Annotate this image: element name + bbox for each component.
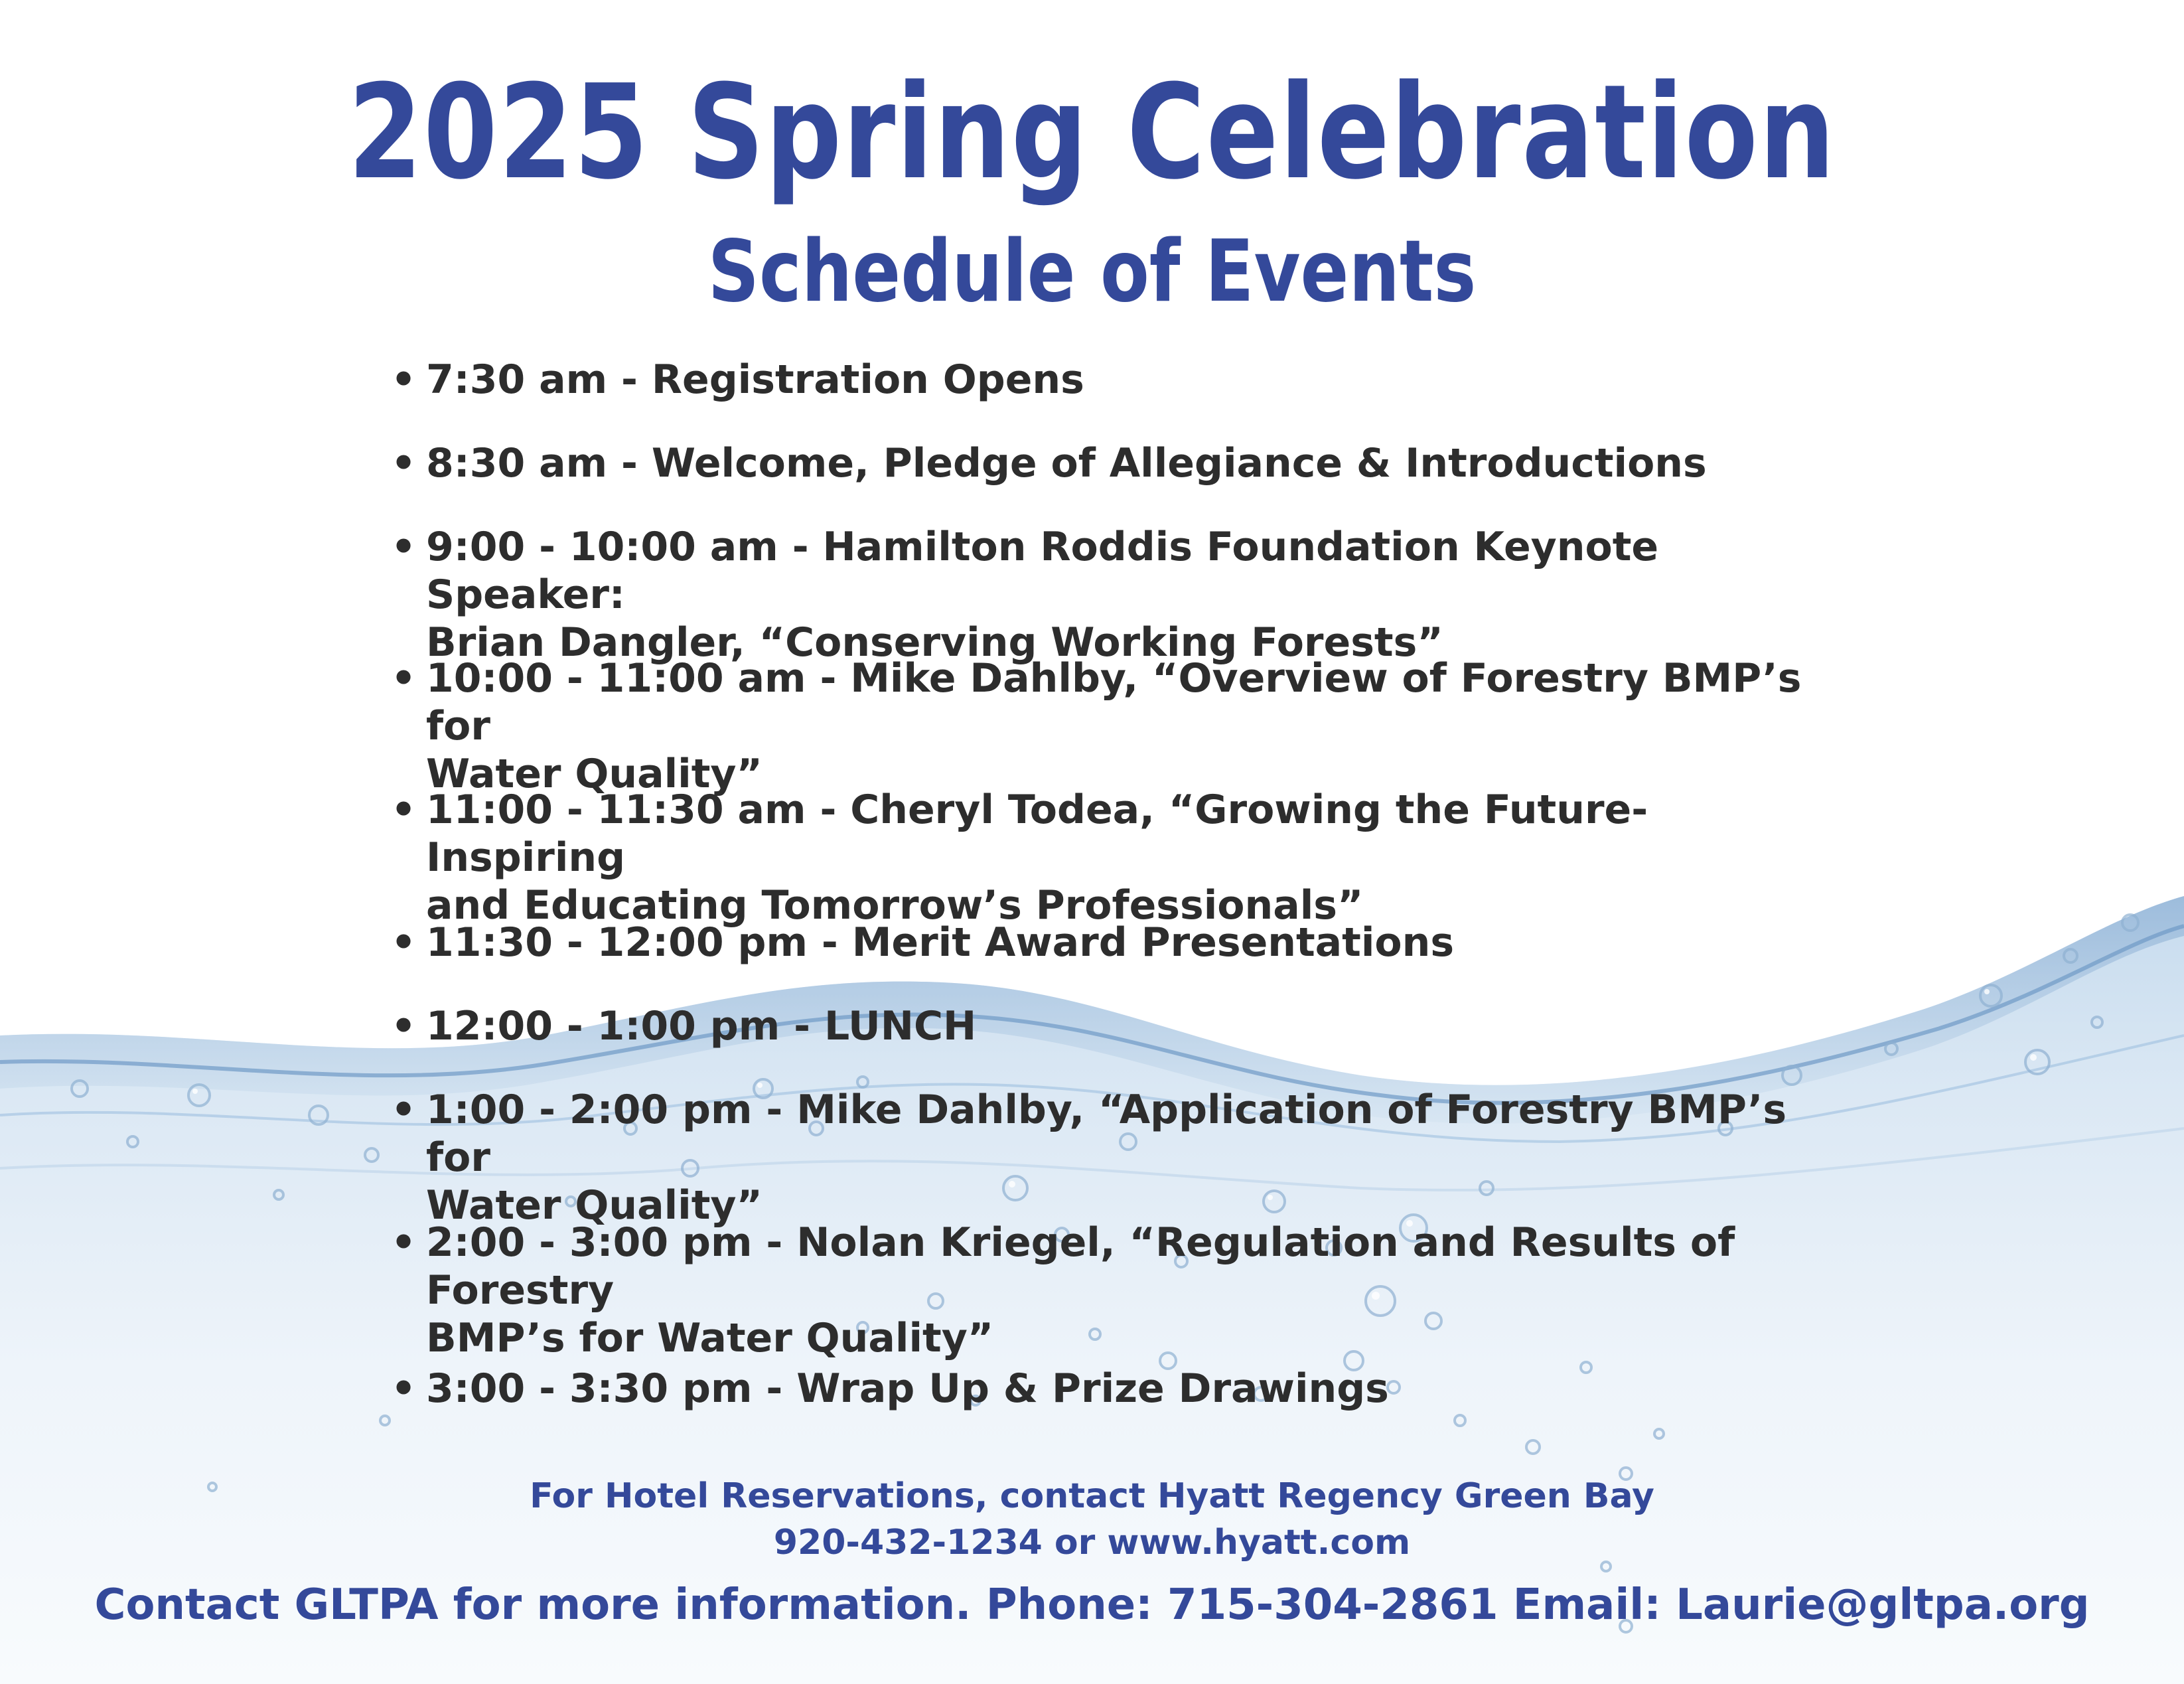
bullet-glyph: • bbox=[390, 787, 417, 833]
hotel-reservation-text: For Hotel Reservations, contact Hyatt Regency Green Bay bbox=[530, 1476, 1654, 1516]
schedule-item-line: BMP’s for Water Quality” bbox=[426, 1315, 994, 1361]
schedule-item-line: Water Quality” bbox=[426, 1182, 763, 1229]
bullet-glyph: • bbox=[390, 1087, 417, 1133]
schedule-item-line: 1:00 - 2:00 pm - Mike Dahlby, “Application of Forestry BMP’s for bbox=[426, 1087, 1787, 1181]
schedule-item-line: Water Quality” bbox=[426, 751, 763, 797]
bullet-glyph: • bbox=[390, 919, 417, 966]
schedule-item-line: 9:00 - 10:00 am - Hamilton Roddis Foundation Keynote Speaker: bbox=[426, 524, 1659, 618]
schedule-item bbox=[390, 654, 1850, 798]
schedule-item bbox=[390, 1219, 1850, 1362]
page-title: 2025 Spring Celebration bbox=[348, 57, 1836, 208]
bullet-glyph: • bbox=[390, 356, 417, 403]
contact-info: Contact GLTPA for more information. Phone: 715-304-2861 Email: Laurie@gltpa.org bbox=[94, 1580, 2090, 1630]
schedule-item bbox=[390, 439, 1850, 487]
schedule-item-line: 11:00 - 11:30 am - Cheryl Todea, “Growing the Future- Inspiring bbox=[426, 787, 1648, 881]
schedule-item-line: 3:00 - 3:30 pm - Wrap Up & Prize Drawings bbox=[426, 1365, 1389, 1412]
schedule-item-line: 7:30 am - Registration Opens bbox=[426, 356, 1084, 403]
bullet-glyph: • bbox=[390, 524, 417, 570]
schedule-item-line: and Educating Tomorrow’s Professionals” bbox=[426, 882, 1364, 929]
schedule-item bbox=[390, 786, 1850, 929]
schedule-item bbox=[390, 356, 1850, 404]
schedule-item-line: 12:00 - 1:00 pm - LUNCH bbox=[426, 1003, 977, 1049]
schedule-item bbox=[390, 919, 1850, 966]
schedule-item-line: 8:30 am - Welcome, Pledge of Allegiance & Introductions bbox=[426, 440, 1707, 487]
schedule-item-line: 10:00 - 11:00 am - Mike Dahlby, “Overview of Forestry BMP’s for bbox=[426, 655, 1802, 749]
bullet-glyph: • bbox=[390, 655, 417, 702]
bullet-glyph: • bbox=[390, 1003, 417, 1049]
bullet-glyph: • bbox=[390, 1365, 417, 1412]
hotel-phone-website: 920-432-1234 or www.hyatt.com bbox=[773, 1523, 1411, 1563]
schedule-item-line: Brian Dangler, “Conserving Working Forests” bbox=[426, 619, 1443, 666]
schedule-item bbox=[390, 1365, 1850, 1413]
schedule-item-line: 11:30 - 12:00 pm - Merit Award Presentations bbox=[426, 919, 1455, 966]
schedule-item bbox=[390, 1002, 1850, 1050]
bullet-glyph: • bbox=[390, 440, 417, 487]
page-subtitle: Schedule of Events bbox=[707, 222, 1477, 321]
schedule-item-line: 2:00 - 3:00 pm - Nolan Kriegel, “Regulation and Results of Forestry bbox=[426, 1219, 1735, 1314]
schedule-item bbox=[390, 523, 1850, 666]
bullet-glyph: • bbox=[390, 1219, 417, 1266]
schedule-item bbox=[390, 1086, 1850, 1229]
